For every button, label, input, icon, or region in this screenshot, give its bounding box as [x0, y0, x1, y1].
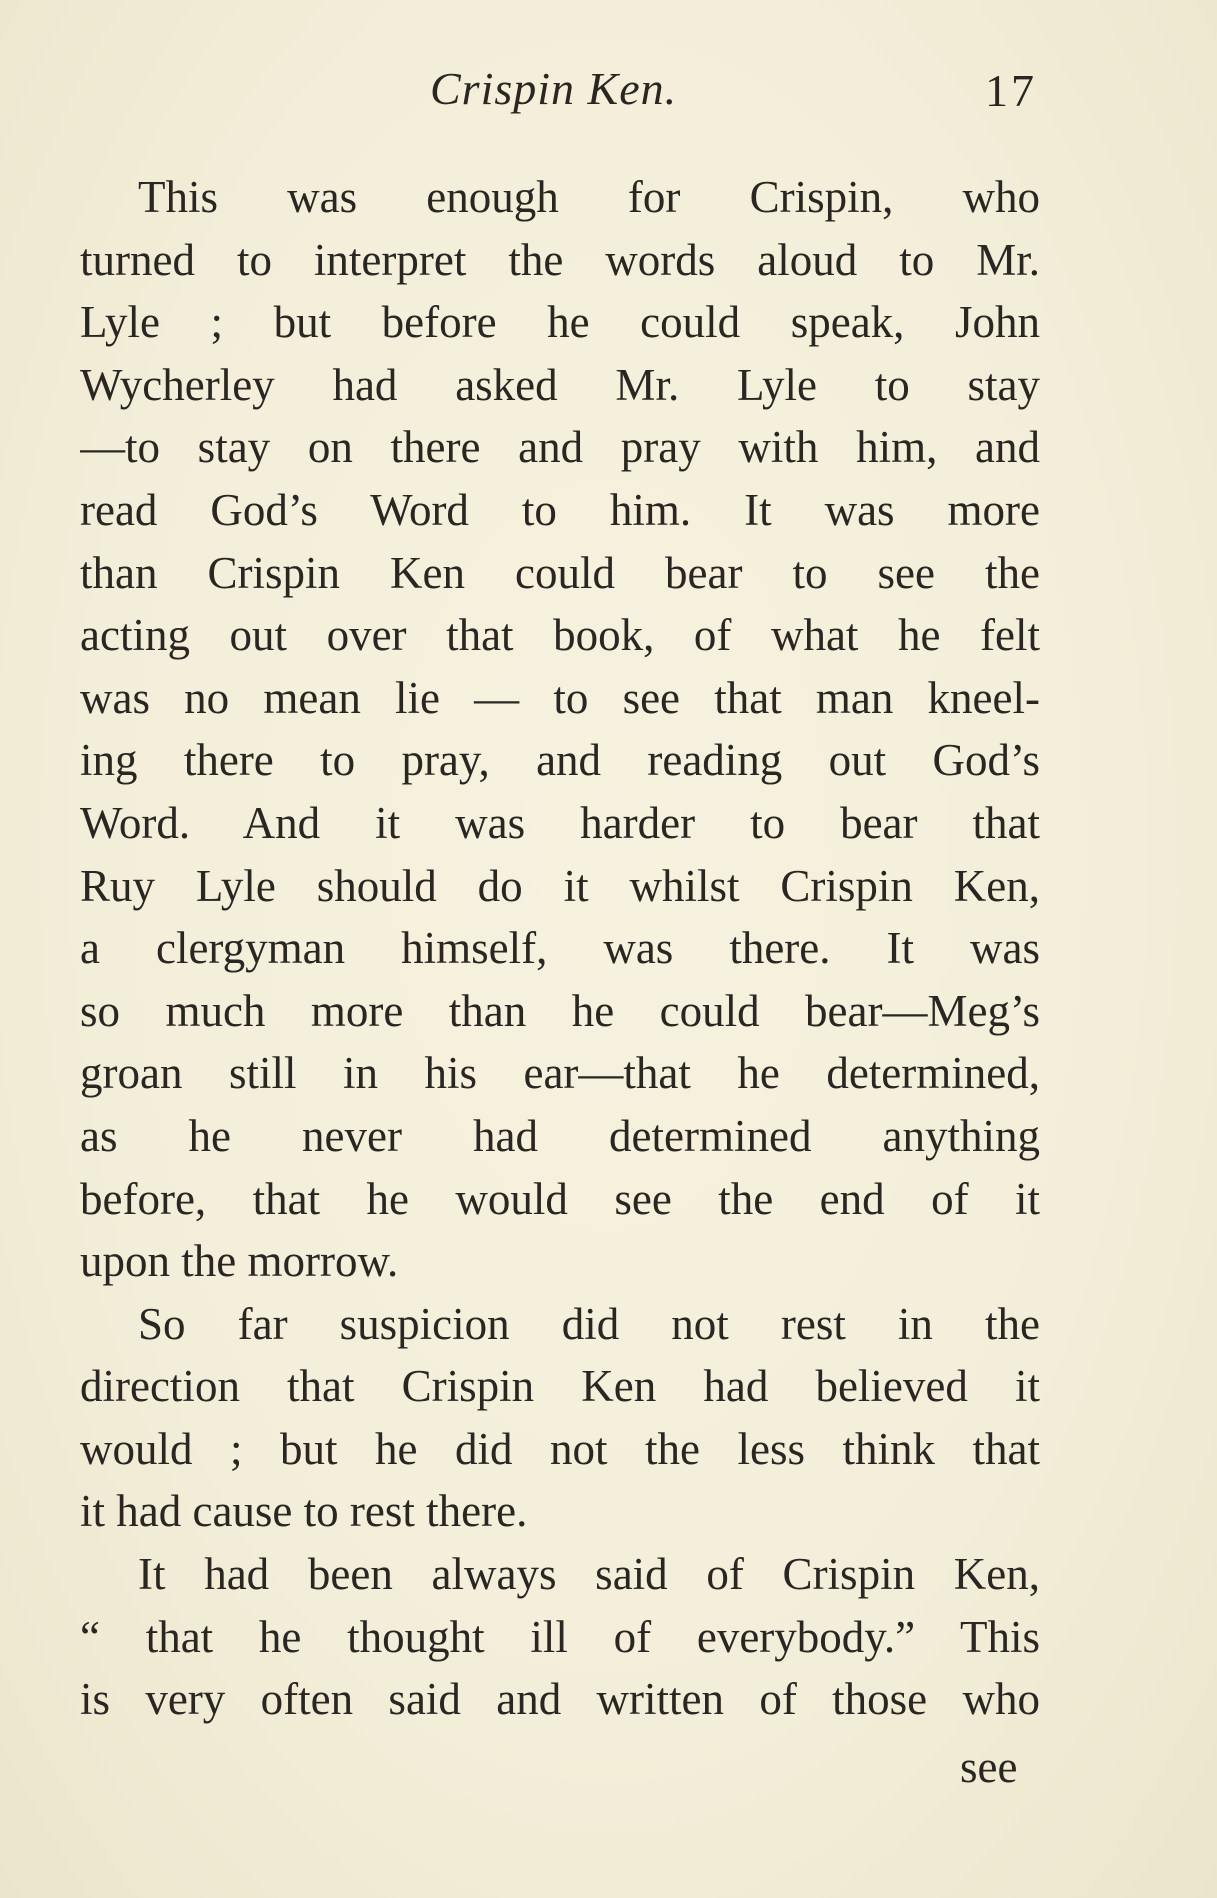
text-line: before, that he would see the end of it: [80, 1173, 1040, 1224]
text-line: so much more than he could bear—Meg’s: [80, 985, 1040, 1036]
text-line: as he never had determined anything: [80, 1110, 1040, 1161]
text-line: It had been always said of Crispin Ken,: [138, 1549, 1040, 1600]
text-line: Lyle ; but before he could speak, John: [80, 297, 1040, 348]
text-line: groan still in his ear—that he determined,: [80, 1048, 1040, 1099]
text-line: upon the morrow.: [80, 1236, 399, 1287]
running-title: Crispin Ken.: [430, 63, 678, 114]
text-line: Ruy Lyle should do it whilst Crispin Ken,: [80, 860, 1040, 911]
text-line: direction that Crispin Ken had believed it: [80, 1361, 1040, 1412]
text-line: would ; but he did not the less think that: [80, 1423, 1040, 1474]
text-line: This was enough for Crispin, who: [138, 172, 1040, 222]
text-line: it had cause to rest there.: [80, 1486, 528, 1537]
text-line: than Crispin Ken could bear to see the: [80, 547, 1040, 598]
text-line: read God’s Word to him. It was more: [80, 484, 1040, 535]
text-line: Wycherley had asked Mr. Lyle to stay: [80, 359, 1040, 410]
text-line: —to stay on there and pray with him, and: [80, 422, 1040, 473]
catchword: see: [960, 1742, 1018, 1792]
text-line: So far suspicion did not rest in the: [138, 1298, 1040, 1349]
text-line: acting out over that book, of what he felt: [80, 610, 1040, 661]
text-line: a clergyman himself, was there. It was: [80, 923, 1040, 974]
text-line: “ that he thought ill of everybody.” This: [80, 1611, 1040, 1662]
text-line: is very often said and written of those who: [80, 1674, 1040, 1725]
body-text: [80, 166, 1040, 1731]
text-line: ing there to pray, and reading out God’s: [80, 735, 1040, 786]
page-number: 17: [985, 65, 1037, 116]
text-line: was no mean lie — to see that man kneel-: [80, 672, 1040, 723]
text-line: Word. And it was harder to bear that: [80, 797, 1040, 848]
text-line: turned to interpret the words aloud to Mr.: [80, 234, 1040, 285]
running-head: [0, 52, 1217, 122]
